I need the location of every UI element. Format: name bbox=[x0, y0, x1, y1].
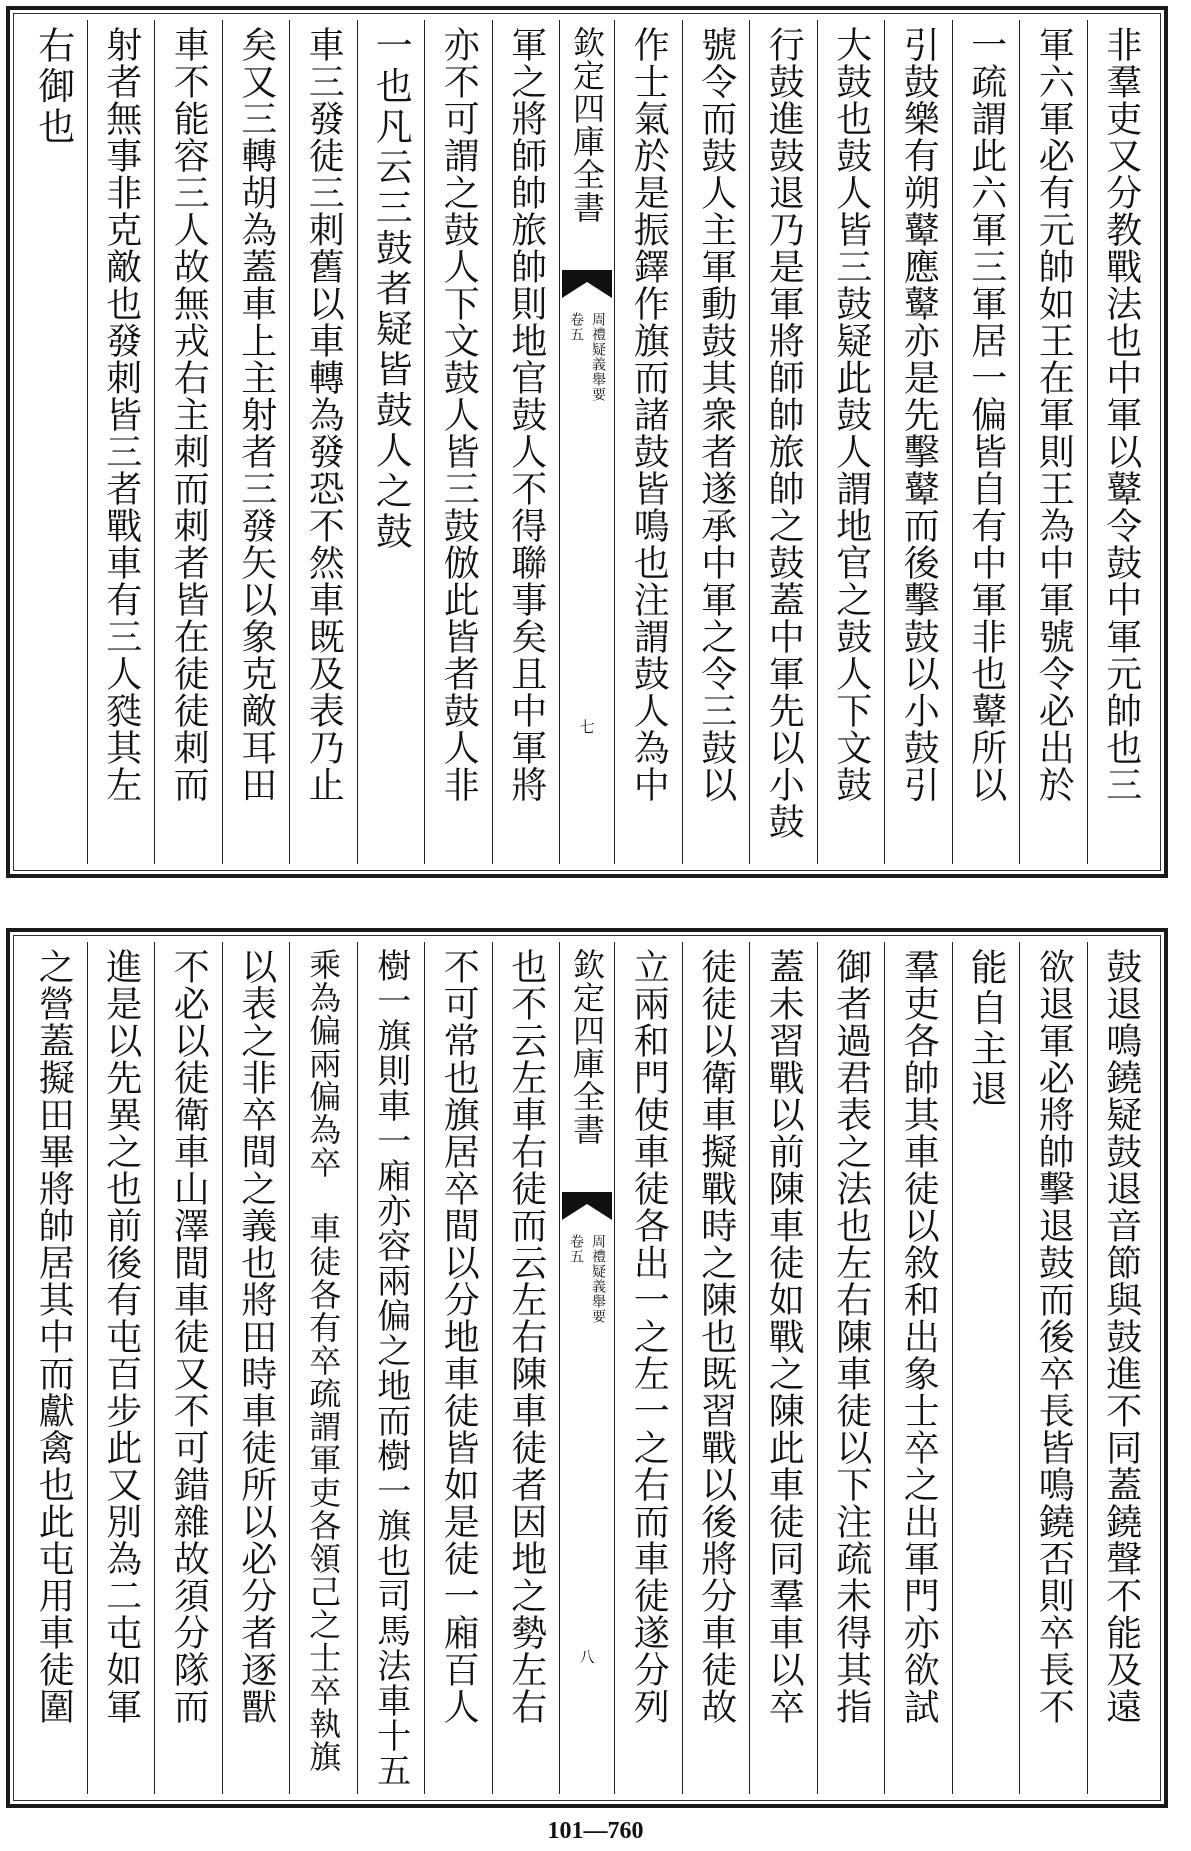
text-column: 軍之將師帥旅帥則地官鼓人不得聯事矣且中軍將 bbox=[492, 20, 560, 864]
text-column: 一也凡云三鼓者疑皆鼓人之鼓 bbox=[357, 20, 425, 864]
text-column: 作士氣於是振鐸作旗而諸鼓皆鳴也注謂鼓人為中 bbox=[614, 20, 682, 864]
text-column: 不必以徒衛車山澤間車徒又不可錯雜故須分隊而 bbox=[154, 942, 222, 1794]
text-column: 大鼓也鼓人皆三鼓疑此鼓人謂地官之鼓人下文鼓 bbox=[817, 20, 885, 864]
text-column: 軍六軍必有元帥如王在軍則王為中軍號令必出於 bbox=[1019, 20, 1087, 864]
text-column: 號令而鼓人主軍動鼓其衆者遂承中軍之令三鼓以 bbox=[682, 20, 750, 864]
text-column: 立兩和門使車徒各出一之左一之右而車徒遂分列 bbox=[614, 942, 682, 1794]
center-banner bbox=[559, 942, 614, 1794]
book-info bbox=[560, 312, 614, 402]
text-column: 亦不可謂之鼓人下文鼓人皆三鼓倣此皆者鼓人非 bbox=[424, 20, 492, 864]
text-column: 能自主退 bbox=[952, 942, 1020, 1794]
text-columns bbox=[20, 20, 1154, 864]
text-column: 車不能容三人故無戎右主刺而刺者皆在徒徒刺而 bbox=[154, 20, 222, 864]
book-title: 周禮疑義舉要 bbox=[590, 1234, 606, 1324]
collection-title: 欽定四庫全書 bbox=[568, 948, 606, 1146]
text-column: 蓋未習戰以前陳車徒如戰之陳此車徒同羣車以卒 bbox=[749, 942, 817, 1794]
text-columns bbox=[20, 942, 1154, 1794]
text-column: 徒徒以衛車擬戰時之陳也既習戰以後將分車徒故 bbox=[682, 942, 750, 1794]
text-column: 樹一旗則車一廂亦容兩偏之地而樹一旗也司馬法車十五 bbox=[357, 942, 425, 1794]
text-column: 一疏謂此六軍三軍居一偏皆自有中軍非也鼙所以 bbox=[952, 20, 1020, 864]
text-column: 不可常也旗居卒間以分地車徒皆如是徒一廂百人 bbox=[424, 942, 492, 1794]
book-title: 周禮疑義舉要 bbox=[590, 312, 606, 402]
text-column: 矣又三轉胡為蓋車上主射者三發矢以象克敵耳田 bbox=[222, 20, 290, 864]
text-column: 以表之非卒間之義也將田時車徒所以必分者逐獸 bbox=[222, 942, 290, 1794]
text-column: 御者過君表之法也左右陳車徒以下注疏未得其指 bbox=[817, 942, 885, 1794]
text-column: 射者無事非克敵也發刺皆三者戰車有三人甤其左 bbox=[87, 20, 155, 864]
text-column: 羣吏各帥其車徒以敘和出象士卒之出軍門亦欲試 bbox=[884, 942, 952, 1794]
text-column: 也不云左車右徒而云左右陳車徒者因地之勢左右 bbox=[492, 942, 560, 1794]
collection-title: 欽定四庫全書 bbox=[568, 26, 606, 224]
text-column: 欲退軍必將帥擊退鼓而後卒長皆鳴鐃否則卒長不 bbox=[1019, 942, 1087, 1794]
leaf-number: 八 bbox=[577, 1649, 596, 1664]
juan-number: 卷五 bbox=[568, 1234, 584, 1264]
leaf-number: 七 bbox=[577, 719, 596, 734]
text-column: 車三發徒三刺舊以車轉為發恐不然車既及表乃止 bbox=[289, 20, 357, 864]
text-column: 之營蓋擬田畢將帥居其中而獻禽也此屯用車徒圍 bbox=[33, 948, 75, 1725]
text-column: 乘為偏兩偏為卒 車徒各有卒疏謂軍吏各領己之士卒執旗 bbox=[289, 942, 357, 1794]
text-column: 右御也 bbox=[31, 26, 75, 148]
fishtail-mark-icon bbox=[562, 270, 612, 298]
center-banner bbox=[559, 20, 614, 864]
text-column: 進是以先異之也前後有屯百步此又別為二屯如軍 bbox=[87, 942, 155, 1794]
text-column: 引鼓樂有朔鼙應鼙亦是先擊鼙而後擊鼓以小鼓引 bbox=[884, 20, 952, 864]
fishtail-mark-icon bbox=[562, 1192, 612, 1220]
juan-number: 卷五 bbox=[568, 312, 584, 342]
text-column: 行鼓進鼓退乃是軍將師帥旅帥之鼓蓋中軍先以小鼓 bbox=[749, 20, 817, 864]
text-column: 非羣吏又分教戰法也中軍以鼙令鼓中軍元帥也三 bbox=[1087, 20, 1155, 864]
text-column: 鼓退鳴鐃疑鼓退音節與鼓進不同蓋鐃聲不能及遠 bbox=[1087, 942, 1155, 1794]
page-bottom bbox=[6, 928, 1168, 1808]
folio-number: 101—760 bbox=[547, 1818, 644, 1844]
book-info bbox=[560, 1234, 614, 1324]
page-top bbox=[6, 6, 1168, 878]
